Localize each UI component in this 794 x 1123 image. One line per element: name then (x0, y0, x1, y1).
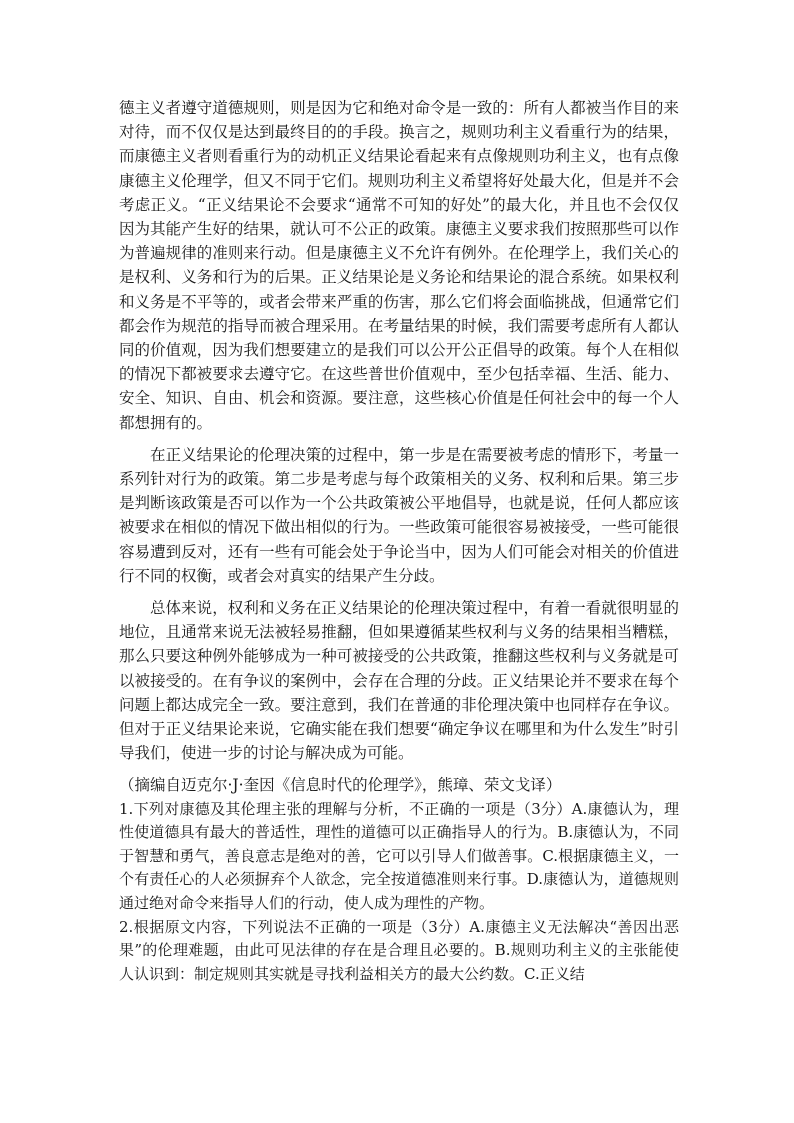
body-paragraph-1: 德主义者遵守道德规则，则是因为它和绝对命令是一致的：所有人都被当作目的来对待，而不仅仅是达到最终目的的手段。换言之，规则功利主义看重行为的结果，而康德主义者则看重行为的动机正义结果论看起来有点像规则功利主义，也有点像康德主义伦理学，但又不同于它们。规则功利主义希望将好处最大化，但是并不会考虑正义。“正义结果论不会要求“通常不可知的好处”的最大化，并且也不会仅仅因为其能产生好的结果，就认可不公正的政策。康德主义要求我们按照那些可以作为普遍规律的准则来行动。但是康德主义不允许有例外。在伦理学上，我们关心的是权利、义务和行为的后果。正义结果论是义务论和结果论的混合系统。如果权利和义务是不平等的，或者会带来严重的伤害，那么它们将会面临挑战，但通常它们都会作为规范的指导而被合理采用。在考量结果的时候，我们需要考虑所有人都认同的价值观，因为我们想要建立的是我们可以公开公正倡导的政策。每个人在相似的情况下都被要求去遵守它。在这些普世价值观中，至少包括幸福、生活、能力、安全、知识、自由、机会和资源。要注意，这些核心价值是任何社会中的每一个人都想拥有的。 (119, 99, 679, 432)
body-paragraph-2: 在正义结果论的伦理决策的过程中，第一步是在需要被考虑的情形下，考量一系列针对行为的政策。第二步是考虑与每个政策相关的义务、权利和后果。第三步是判断该政策是否可以作为一个公共政策被公平地倡导，也就是说，任何人都应该被要求在相似的情况下做出相似的行为。一些政策可能很容易被接受，一些可能很容易遭到反对，还有一些有可能会处于争论当中，因为人们可能会对相关的价值进行不同的权衡，或者会对真实的结果产生分歧。 (119, 445, 679, 585)
question-2: 2.根据原文内容，下列说法不正确的一项是（3分）A.康德主义无法解决“善因出恶果”的伦理难题，由此可见法律的存在是合理且必要的。B.规则功利主义的主张能使人认识到：制定规则其实就是寻找利益相关方的最大公约数。C.正义结 (119, 917, 679, 983)
source-citation: （摘编自迈克尔·J·奎因《信息时代的伦理学》，熊璋、荣文戈译） (119, 776, 562, 795)
body-paragraph-3: 总体来说，权利和义务在正义结果论的伦理决策过程中，有着一看就很明显的地位，且通常来说无法被轻易推翻，但如果遵循某些权利与义务的结果相当糟糕，那么只要这种例外能够成为一种可被接受的公共政策，推翻这些权利与义务就是可以被接受的。在有争议的案例中，会存在合理的分歧。正义结果论并不要求在每个问题上都达成完全一致。要注意到，我们在普通的非伦理决策中也同样存在争议。但对于正义结果论来说，它确实能在我们想要“确定争议在哪里和为什么发生”时引导我们，使进一步的讨论与解决成为可能。 (119, 599, 679, 763)
document-page (119, 96, 679, 986)
question-1: 1.下列对康德及其伦理主张的理解与分析，不正确的一项是（3分）A.康德认为，理性使道德具有最大的普适性，理性的道德可以正确指导人的行为。B.康德认为，不同于智慧和勇气，善良意志是绝对的善，它可以引导人们做善事。C.根据康德主义，一个有责任心的人必须摒弃个人欲念，完全按道德准则来行事。D.康德认为，道德规则通过绝对命令来指导人们的行动，使人成为理性的产物。 (119, 799, 679, 913)
